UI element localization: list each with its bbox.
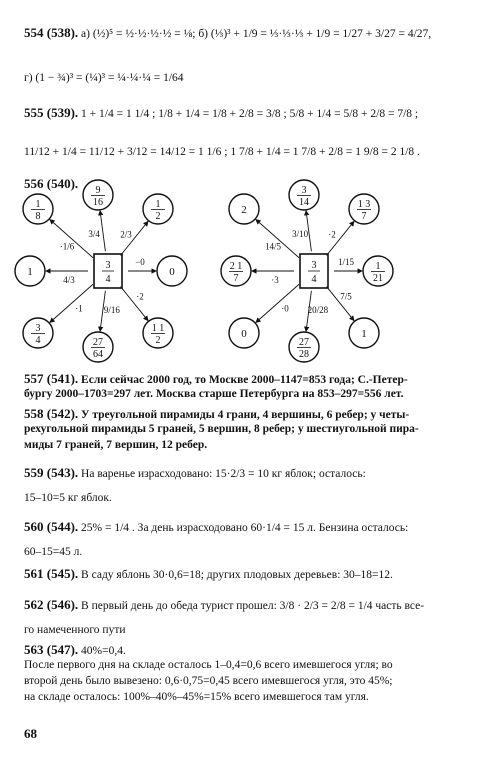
problem-563-line3 [24,675,392,688]
operation-label: 3/10 [292,229,309,240]
node-6-numerator: 27 [299,337,309,348]
problem-555-text: 11/12 + 1/4 = 11/12 + 3/12 = 14/12 = 1 1/6 ; 1 7/8 + 1/4 = 1 7/8 + 2/8 = 1 9/8 = 2 1/8 . [24,146,420,158]
node-6 [289,332,319,362]
problem-559-line1 [24,466,366,481]
problem-557-line2 [24,388,403,401]
problem-563-line1 [24,643,126,658]
node-3 [15,256,45,286]
problem-560-text: 25% = 1/4 . За день израсходовано 60·1/4 = 15 л. Бензина осталось: [81,522,409,534]
problem-554-line1: 554 (538). а) (½)⁵ = ½·½·½·½ = ⅛; б) (⅓)³ + 1/9 = ⅓·⅓·⅓ + 1/9 = 1/27 + 3/27 = 4/27, [24,25,432,40]
arrow [256,284,299,322]
node-5-value: 0 [241,328,247,340]
problem-554-expr-a: (½)⁵ = ½·½·½·½ = ⅛ [92,28,193,40]
center-numerator: 3 [311,260,317,271]
problem-558-text: У треугольной пирамиды 4 грани, 4 вершины, 6 ребер; у четы- [81,409,410,421]
node-6 [83,332,113,362]
node-7-denominator: 2 [155,335,161,346]
problem-number: 562 (546). [24,597,79,612]
problem-number: 554 (538). [24,25,79,40]
arrow [50,284,93,322]
page-number: 68 [24,726,37,741]
operation-label: ·2 [328,229,336,240]
node-0 [229,194,259,224]
problem-557-line1 [24,372,408,387]
operation-label: 4/3 [63,275,75,285]
node-2 [143,194,173,224]
node-5 [229,318,259,348]
problem-562-text: В первый день до обеда турист прошел: 3/8 · 2/3 = 2/8 = 1/4 часть все- [81,600,425,612]
problem-559-line2 [24,492,112,505]
operation-label: ·1 [75,303,83,314]
operation-label: 14/5 [265,241,282,252]
node-2-denominator: 7 [361,211,367,222]
problem-number: 555 (539). [24,105,79,120]
node-5 [23,318,53,348]
center-denominator: 4 [311,274,317,285]
center-denominator: 4 [105,274,111,285]
problem-number: 561 (545). [24,566,79,581]
problem-554-expr-g: (1 − ¾)³ = (¼)³ = ¼·¼·¼ = 1/64 [35,72,184,84]
center-numerator: 3 [105,260,111,271]
node-5-numerator: 3 [35,323,41,334]
node-0 [23,194,53,224]
node-3 [221,256,251,286]
node-2 [349,194,379,224]
node-6-denominator: 64 [93,349,103,360]
node-1-denominator: 16 [93,197,103,208]
node-6-denominator: 28 [299,349,309,360]
node-1-denominator: 14 [299,197,309,208]
node-7-value: 1 [361,328,367,340]
problem-557-text: Если сейчас 2000 год, то Москве 2000–1147=853 года; С.-Петер- [81,374,408,386]
node-1-numerator: 9 [95,185,101,196]
problem-558-text: рехугольной пирамиды 5 граней, 5 вершин, 8 ребер; у шестиугольной пира- [24,423,419,435]
arrow [100,211,105,251]
problem-558-line1 [24,407,409,422]
node-7 [349,318,379,348]
problem-554-part-a: а) [81,28,90,40]
problem-554-part-b: б) [198,28,209,40]
problem-563-text: второй день было вывезено: 0,6·0,75=0,45 всего имевшегося угля, это 45%; [24,675,393,687]
node-2-numerator: 1 [155,199,161,210]
problem-number: 556 (540). [24,176,79,191]
operation-label: ·0 [281,303,289,314]
center-box [300,254,328,288]
problem-558-text: миды 7 граней, 7 вершин, 12 ребер. [24,439,208,451]
node-5-denominator: 4 [35,335,41,346]
node-4-value: 0 [169,266,175,278]
problem-563-line4 [24,691,369,704]
node-3-numerator: 2 1 [229,261,243,272]
operation-label: 9/16 [103,305,120,316]
problem-563-text: После первого дня на складе осталось 1–0,4=0,6 всего имевшегося угля; во [24,659,393,671]
problem-558-line2 [24,423,419,436]
problem-563-text: 40%=0,4. [81,645,126,657]
problem-number: 558 (542). [24,406,79,421]
operation-label: ·1/6 [59,241,75,252]
problem-554-expr-b: (⅓)³ + 1/9 = ⅓·⅓·⅓ + 1/9 = 1/27 + 3/27 = 4/27 [210,28,429,40]
problem-562-text: го намеченного пути [24,624,126,636]
node-1-numerator: 3 [301,185,307,196]
center-box [94,254,122,288]
node-3-denominator: 7 [233,273,239,284]
problem-560-line2 [24,546,82,559]
operation-label: −0 [135,257,145,267]
problem-560-text: 60–15=45 л. [24,546,83,558]
node-4 [363,256,393,286]
problem-562-line1 [24,598,424,613]
problem-558-line3 [24,439,207,452]
problem-557-text: бургу 2000–1703=297 лет. Москва старше Петербурга на 853–297=556 лет. [24,388,404,400]
operation-label: 1/15 [337,257,355,267]
problem-number: 560 (544). [24,519,79,534]
node-7-numerator: 1 1 [151,323,165,334]
node-1 [83,180,113,210]
node-0-denominator: 8 [35,211,41,222]
node-7 [143,318,173,348]
operation-label: ·2 [136,291,144,302]
operation-label: 7/5 [340,291,352,302]
problem-562-line2 [24,624,126,637]
node-4-numerator: 1 [375,261,381,272]
problem-559-text: На варенье израсходовано: 15·2/3 = 10 кг яблок; осталось: [81,468,366,480]
node-2-numerator: 1 3 [357,199,371,210]
operation-label: ·3 [271,275,279,285]
operation-label: 2/3 [120,229,132,240]
node-4 [157,256,187,286]
problem-554-part-g: г) [24,72,33,84]
node-1 [289,180,319,210]
problem-555-text: 1 + 1/4 = 1 1/4 ; 1/8 + 1/4 = 1/8 + 2/8 = 3/8 ; 5/8 + 1/4 = 5/8 + 2/8 = 7/8 ; [81,108,419,120]
node-4-denominator: 21 [373,273,383,284]
problem-561-text: В саду яблонь 30·0,6=18; других плодовых деревьев: 30–18=12. [81,569,393,581]
problem-number: 557 (541). [24,371,79,386]
arrow [50,220,93,258]
problem-563-line2 [24,659,393,672]
node-0-value: 2 [241,204,247,216]
node-6-numerator: 27 [93,337,103,348]
problem-number: 563 (547). [24,642,79,657]
arrow [121,287,148,321]
problem-559-text: 15–10=5 кг яблок. [24,492,112,504]
problem-number: 559 (543). [24,465,79,480]
problem-563-text: на складе осталось: 100%–40%–45%=15% всего имевшегося там угля. [24,691,369,703]
node-0-numerator: 1 [35,199,41,210]
problem-560-line1 [24,520,408,535]
node-2-denominator: 2 [155,211,161,222]
operation-label: 3/4 [88,229,100,240]
problem-561-line [24,567,393,582]
operation-label: 20/28 [307,305,329,316]
node-3-value: 1 [27,266,33,278]
